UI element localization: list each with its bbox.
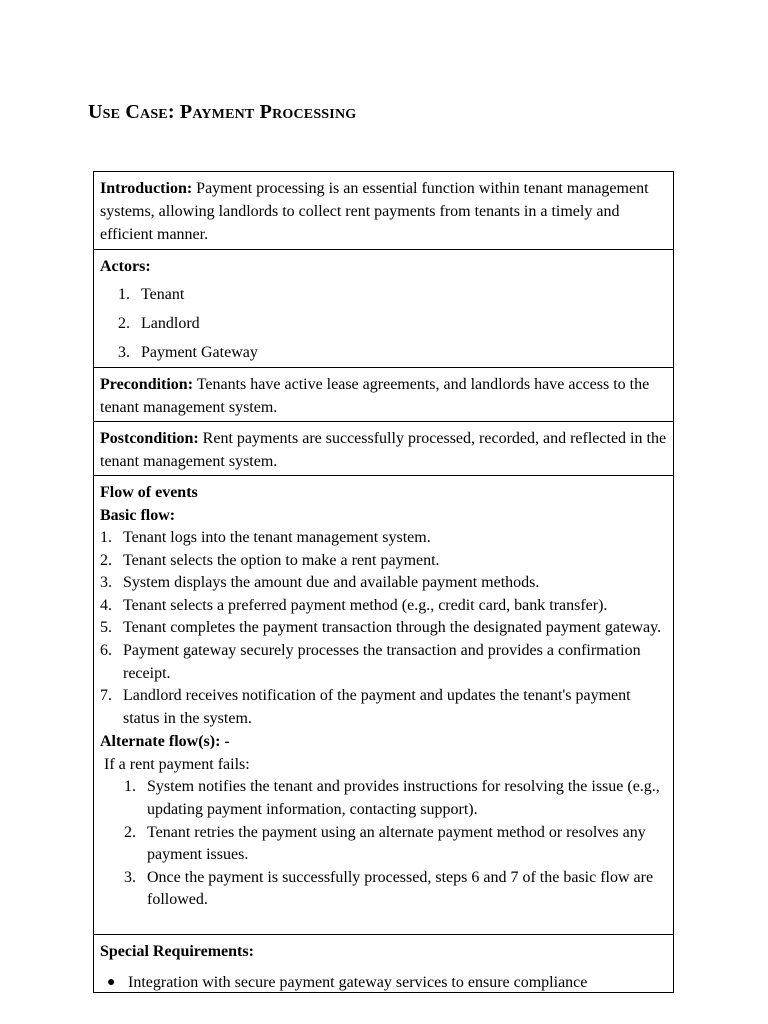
- actor-landlord: Landlord: [141, 315, 200, 332]
- list-item: 3. Payment Gateway: [118, 344, 258, 361]
- alternate-step-text: System notifies the tenant and provides instructions for resolving the issue (e.g., updating payment information, contacting support).: [147, 778, 660, 818]
- actor-tenant: Tenant: [141, 286, 185, 303]
- list-item: 3. System displays the amount due and available payment methods.: [100, 574, 540, 592]
- list-item: 2. Tenant selects the option to make a rent payment.: [100, 551, 440, 569]
- postcondition-text: Rent payments are successfully processed, recorded, and reflected in the tenant management system.: [100, 430, 667, 470]
- list-item: 2. Tenant retries the payment using an alternate payment method or resolves any payment issues.: [124, 823, 646, 864]
- alternate-step-text: Once the payment is successfully processed, steps 6 and 7 of the basic flow are followed.: [147, 868, 654, 909]
- postcondition-label: Postcondition:: [100, 430, 199, 447]
- list-item: 5. Tenant completes the payment transaction through the designated payment gateway.: [100, 619, 662, 637]
- basic-flow-list: [100, 527, 667, 730]
- list-item: 7. Landlord receives notification of the payment and updates the tenant's payment status in the system.: [100, 687, 631, 727]
- bullet-icon: ●: [107, 975, 116, 990]
- list-item: 6. Payment gateway securely processes the transaction and provides a confirmation receipt.: [100, 641, 641, 682]
- basic-step-text: Payment gateway securely processes the transaction and provides a confirmation receipt.: [123, 641, 641, 682]
- list-item: 2. Landlord: [118, 315, 200, 332]
- precondition-label: Precondition:: [100, 376, 194, 393]
- actors-label: Actors:: [100, 258, 151, 275]
- list-item: 1. Tenant: [118, 286, 185, 303]
- precondition-section: [94, 368, 673, 422]
- basic-flow-label: Basic flow:: [100, 507, 176, 524]
- introduction-label: Introduction:: [100, 180, 193, 197]
- basic-step-text: Tenant completes the payment transaction through the designated payment gateway.: [123, 619, 662, 637]
- actor-payment-gateway: Payment Gateway: [141, 344, 258, 361]
- basic-step-text: Tenant selects a preferred payment method (e.g., credit card, bank transfer).: [123, 596, 608, 614]
- basic-step-text: Tenant selects the option to make a rent payment.: [123, 551, 440, 569]
- alternate-flow-label: Alternate flow(s): -: [100, 733, 230, 751]
- flow-of-events-section: [94, 476, 673, 935]
- actors-section: [94, 250, 673, 368]
- use-case-table: [93, 171, 674, 993]
- alternate-flow-list: [100, 776, 667, 912]
- actors-list: [100, 280, 667, 367]
- list-item: 1. Tenant logs into the tenant management system.: [100, 529, 431, 546]
- list-item: 3. Once the payment is successfully processed, steps 6 and 7 of the basic flow are followed.: [124, 868, 654, 909]
- basic-step-text: Landlord receives notification of the payment and updates the tenant's payment status in the system.: [123, 687, 631, 727]
- list-item: 4. Tenant selects a preferred payment method (e.g., credit card, bank transfer).: [100, 596, 608, 614]
- introduction-text: Payment processing is an essential function within tenant management systems, allowing landlords to collect rent payments from tenants in a timely and efficient manner.: [100, 180, 649, 243]
- page-title: Use Case: Payment Processing: [88, 101, 357, 123]
- postcondition-section: [94, 422, 673, 476]
- introduction-section: [94, 172, 673, 250]
- special-requirements-section: [94, 935, 673, 993]
- special-requirements-label: Special Requirements:: [100, 943, 254, 960]
- alternate-flow-intro: If a rent payment fails:: [104, 756, 250, 774]
- list-item: 1. System notifies the tenant and provides instructions for resolving the issue (e.g., updating payment information, contacting support).: [124, 778, 660, 818]
- alternate-step-text: Tenant retries the payment using an alternate payment method or resolves any payment issues.: [147, 823, 646, 864]
- basic-step-text: Tenant logs into the tenant management system.: [123, 529, 431, 546]
- flow-heading: Flow of events: [100, 484, 198, 501]
- precondition-text: Tenants have active lease agreements, and landlords have access to the tenant management system.: [100, 376, 650, 416]
- basic-step-text: System displays the amount due and available payment methods.: [123, 574, 540, 592]
- requirement-text: Integration with secure payment gateway services to ensure compliance: [128, 974, 588, 991]
- special-requirements-list: [100, 972, 667, 993]
- list-item: [100, 972, 667, 993]
